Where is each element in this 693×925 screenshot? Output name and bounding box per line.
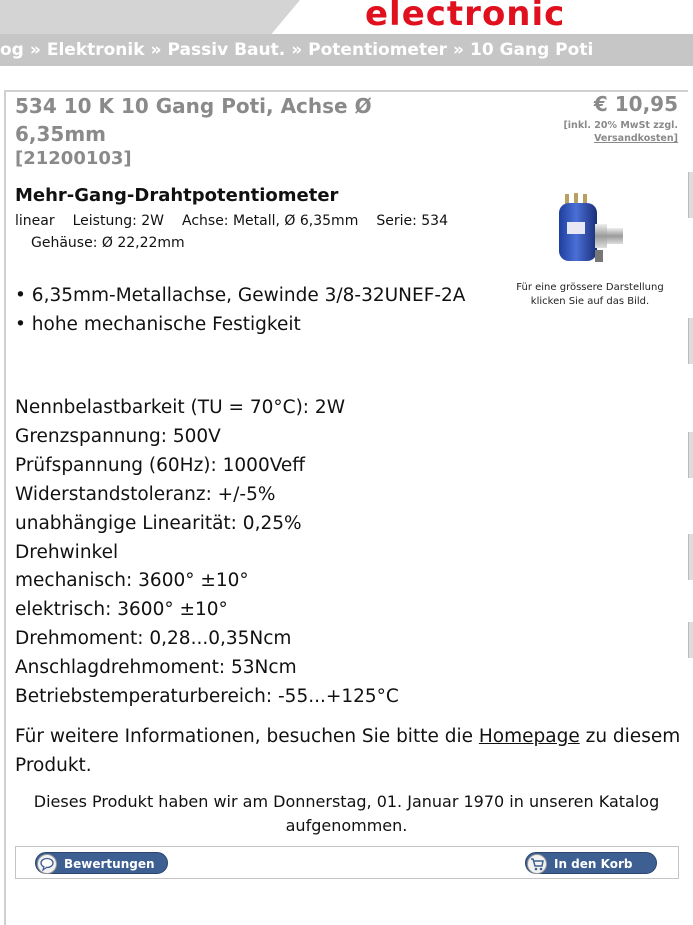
breadcrumb-item-passiv[interactable]: Passiv Baut. (167, 40, 286, 60)
more-info-text (15, 722, 685, 780)
spec-shaft: Achse: Metall, Ø 6,35mm (182, 213, 359, 229)
spec-item: Prüfspannung (60Hz): 1000Veff (15, 454, 306, 476)
breadcrumb-separator: » (29, 40, 41, 60)
spec-item: Nennbelastbarkeit (TU = 70°C): 2W (15, 397, 345, 418)
feature-item: • 6,35mm-Metallachse, Gewinde 3/8-32UNEF-2A (15, 285, 466, 306)
product-price: € 10,95 (593, 92, 678, 116)
edge-tab[interactable] (688, 534, 693, 580)
add-to-cart-button[interactable] (525, 852, 657, 874)
spec-characteristic: linear (15, 213, 55, 229)
breadcrumb-separator: » (453, 40, 464, 60)
spec-item: Grenzspannung: 500V (15, 425, 221, 447)
spec-item: unabhängige Linearität: 0,25% (15, 512, 302, 534)
homepage-link[interactable]: Homepage (478, 726, 580, 747)
breadcrumb-separator: » (291, 40, 303, 60)
product-sku: [21200103] (15, 148, 132, 169)
feature-list (15, 281, 505, 339)
spec-item: Betriebstemperaturbereich: -55...+125°C (15, 686, 399, 708)
breadcrumb-item-elektronik[interactable]: Elektronik (46, 40, 145, 60)
reviews-button-label: Bewertungen (64, 857, 155, 871)
spec-summary-line (15, 213, 466, 229)
shipping-costs-link[interactable]: Versandkosten] (594, 133, 678, 144)
top-header (0, 0, 693, 34)
product-title: 534 10 K 10 Gang Poti, Achse Ø 6,35mm (15, 94, 372, 146)
edge-tab[interactable] (688, 318, 693, 364)
spec-item: elektrisch: 3600° ±10° (15, 599, 228, 621)
spec-power: Leistung: 2W (72, 213, 164, 229)
more-info-prefix: Für weitere Informationen, besuchen Sie bitte die (15, 726, 473, 747)
catalog-added-note: Dieses Produkt haben wir am Donnerstag, 01. Januar 1970 in unseren Katalog aufgenommen. (33, 792, 660, 835)
edge-tab[interactable] (688, 622, 693, 658)
speech-bubble-icon (37, 854, 57, 874)
shopping-cart-icon (527, 854, 547, 874)
add-to-cart-label: In den Korb (554, 857, 633, 871)
breadcrumb-separator: » (150, 40, 162, 60)
spec-item: mechanisch: 3600° ±10° (15, 570, 249, 592)
potentiometer-image (555, 190, 627, 272)
spec-series: Serie: 534 (376, 213, 448, 229)
product-subtitle: Mehr-Gang-Drahtpotentiometer (15, 185, 339, 206)
more-info-suffix: zu diesem Produkt. (15, 726, 681, 776)
feature-item: • hohe mechanische Festigkeit (15, 314, 301, 335)
brand-logo[interactable]: electronic (365, 0, 566, 34)
spec-housing: Gehäuse: Ø 22,22mm (31, 235, 185, 251)
edge-tab[interactable] (688, 172, 693, 218)
breadcrumb-item-potentiometer[interactable]: Potentiometer (308, 40, 447, 60)
image-caption: Für eine grössere Darstellung klicken Sie auf das Bild. (516, 282, 664, 307)
spec-item: Drehwinkel (15, 541, 119, 563)
spec-item: Widerstandstoleranz: +/-5% (15, 483, 276, 505)
breadcrumb-item-current[interactable]: 10 Gang Poti (469, 40, 594, 60)
breadcrumb (0, 34, 693, 66)
edge-tab[interactable] (688, 432, 693, 478)
spec-item: Drehmoment: 0,28...0,35Ncm (15, 628, 292, 650)
product-image[interactable] (555, 190, 627, 272)
spec-list (15, 394, 399, 712)
vat-note: [inkl. 20% MwSt zzgl. (563, 120, 678, 131)
reviews-button[interactable] (35, 852, 168, 874)
breadcrumb-item[interactable]: og (0, 40, 24, 60)
spec-item: Anschlagdrehmoment: 53Ncm (15, 657, 297, 679)
